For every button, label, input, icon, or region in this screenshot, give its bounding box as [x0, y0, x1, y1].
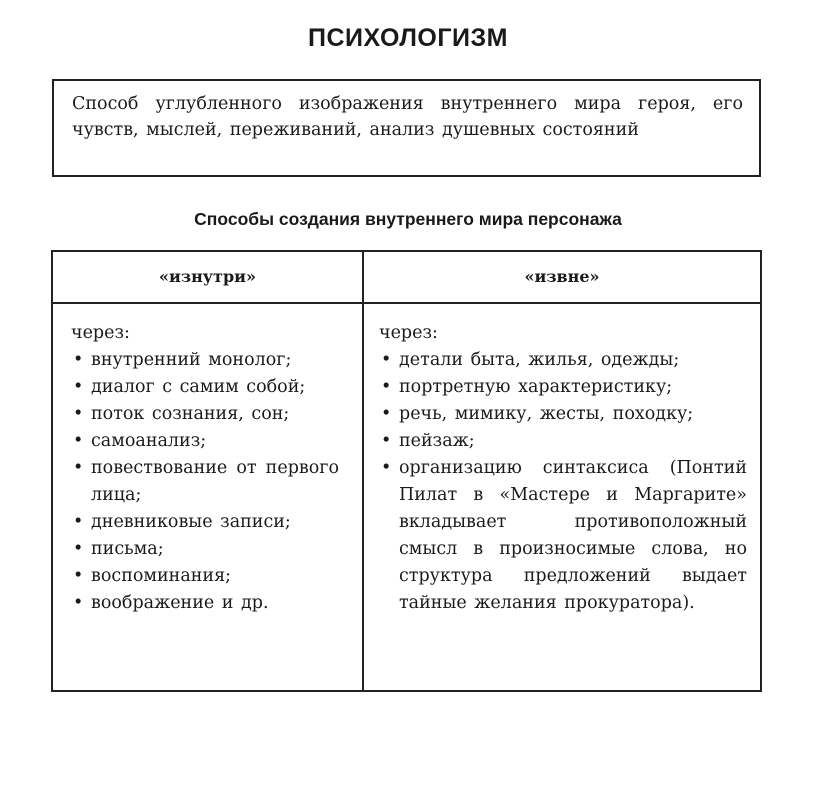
- bullet-icon: •: [73, 350, 84, 370]
- list-item: • воспоминания;: [71, 563, 339, 590]
- list-item: • поток сознания, сон;: [71, 401, 339, 428]
- definition-text: Способ углубленного изображения внутреннего мира героя, его чувств, мыслей, переживаний, анализ душевных состояний: [72, 94, 743, 140]
- bullet-icon: •: [381, 377, 392, 397]
- list-item: • портретную характеристику;: [379, 374, 747, 401]
- list-item: • воображение и др.: [71, 590, 339, 617]
- outside-list: [379, 347, 747, 617]
- list-item: • внутренний монолог;: [71, 347, 339, 374]
- list-item: • дневниковые записи;: [71, 509, 339, 536]
- list-item: • пейзаж;: [379, 428, 747, 455]
- bullet-icon: •: [73, 377, 84, 397]
- list-item: • организацию синтаксиса (Понтий Пилат в «Мастере и Маргарите» вкладывает противоположный смысл в произносимые слова, но структура предложений выдает тайные желания прокуратора).: [379, 455, 747, 617]
- bullet-icon: •: [73, 458, 84, 478]
- bullet-icon: •: [73, 431, 84, 451]
- inside-intro: через:: [71, 323, 130, 343]
- bullet-icon: •: [381, 350, 392, 370]
- list-item: • диалог с самим собой;: [71, 374, 339, 401]
- bullet-icon: •: [381, 431, 392, 451]
- header-divider: [53, 302, 760, 304]
- column-divider: [362, 252, 364, 690]
- bullet-icon: •: [73, 593, 84, 613]
- bullet-icon: •: [73, 566, 84, 586]
- bullet-icon: •: [381, 458, 392, 478]
- list-item: • речь, мимику, жесты, походку;: [379, 401, 747, 428]
- list-item: • самоанализ;: [71, 428, 339, 455]
- column-outside-content: [379, 320, 747, 617]
- bullet-icon: •: [381, 404, 392, 424]
- column-header-outside: «извне»: [524, 267, 600, 286]
- bullet-icon: •: [73, 512, 84, 532]
- outside-intro: через:: [379, 323, 438, 343]
- bullet-icon: •: [73, 404, 84, 424]
- section-subtitle: Способы создания внутреннего мира персонажа: [194, 209, 622, 229]
- bullet-icon: •: [73, 539, 84, 559]
- page-title: ПСИХОЛОГИЗМ: [308, 24, 508, 52]
- inside-list: [71, 347, 339, 617]
- definition-box: [52, 79, 761, 177]
- list-item: • письма;: [71, 536, 339, 563]
- column-inside-content: [71, 320, 339, 617]
- methods-table: [51, 250, 762, 692]
- column-header-inside: «изнутри»: [159, 267, 256, 286]
- list-item: • повествование от первого лица;: [71, 455, 339, 509]
- list-item: • детали быта, жилья, одежды;: [379, 347, 747, 374]
